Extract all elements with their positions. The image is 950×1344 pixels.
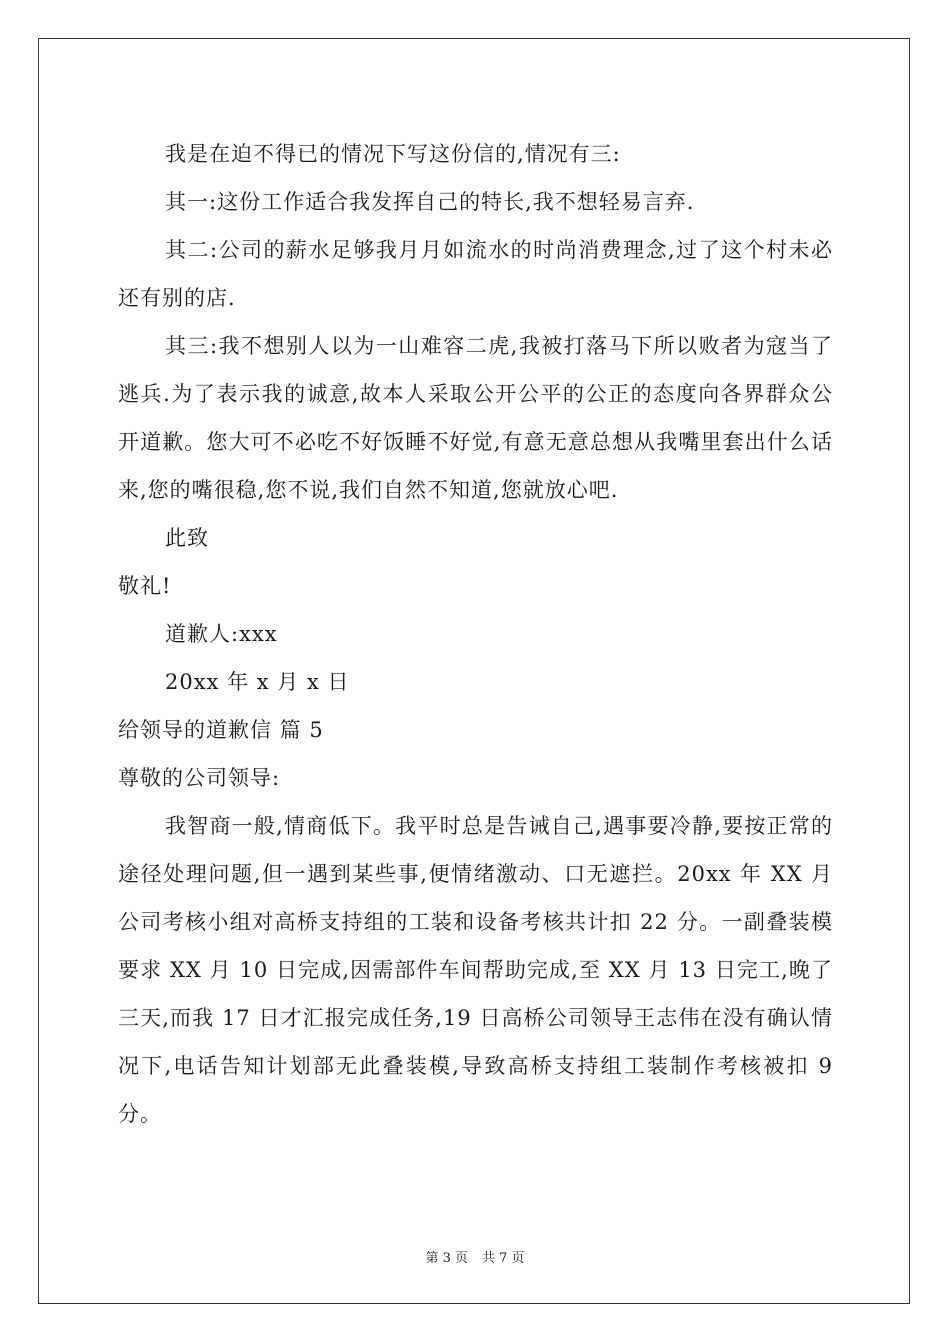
paragraph-reason-three: 其三:我不想别人以为一山难容二虎,我被打落马下所以败者为寇当了逃兵.为了表示我的诚意,故本人采取公开公平的公正的态度向各界群众公开道歉。您大可不必吃不好饭睡不好觉,有意无意总想从我嘴里套出什么话来,您的嘴很稳,您不说,我们自然不知道,您就放心吧.: [118, 334, 833, 502]
page-footer: [0, 1247, 950, 1266]
paragraph-body: 我智商一般,情商低下。我平时总是告诫自己,遇事要冷静,要按正常的途径处理问题,但一遇到某些事,便情绪激动、口无遮拦。20xx 年 XX 月公司考核小组对高桥支持组的工装和设备考核共计扣 22 分。一副叠装模要求 XX 月 10 日完成,因需部件车间帮助完成,至 XX 月 13 日完工,晚了三天,而我 17 日才汇报完成任务,19 日高桥公司领导王志伟在没有确认情况下,电话告知计划部无此叠装模,导致高桥支持组工装制作考核被扣 9 分。: [118, 814, 833, 1126]
paragraph-intro: 我是在迫不得已的情况下写这份信的,情况有三:: [165, 142, 621, 166]
section-title: 给领导的道歉信 篇 5: [118, 718, 324, 742]
paragraph-reason-one: 其一:这份工作适合我发挥自己的特长,我不想轻易言弃.: [165, 190, 695, 214]
paragraph-reason-two: 其二:公司的薪水足够我月月如流水的时尚消费理念,过了这个村未必还有别的店.: [118, 238, 833, 310]
signature-name: 道歉人:xxx: [165, 622, 278, 646]
closing-salutation: 此致: [165, 526, 209, 550]
page-number: 第 3 页: [425, 1251, 468, 1266]
letter-greeting: 尊敬的公司领导:: [118, 766, 281, 790]
document-body: [118, 130, 833, 1138]
closing-regards: 敬礼!: [118, 574, 172, 598]
page-total: 共 7 页: [482, 1251, 525, 1266]
signature-date: 20xx 年 x 月 x 日: [165, 670, 350, 694]
